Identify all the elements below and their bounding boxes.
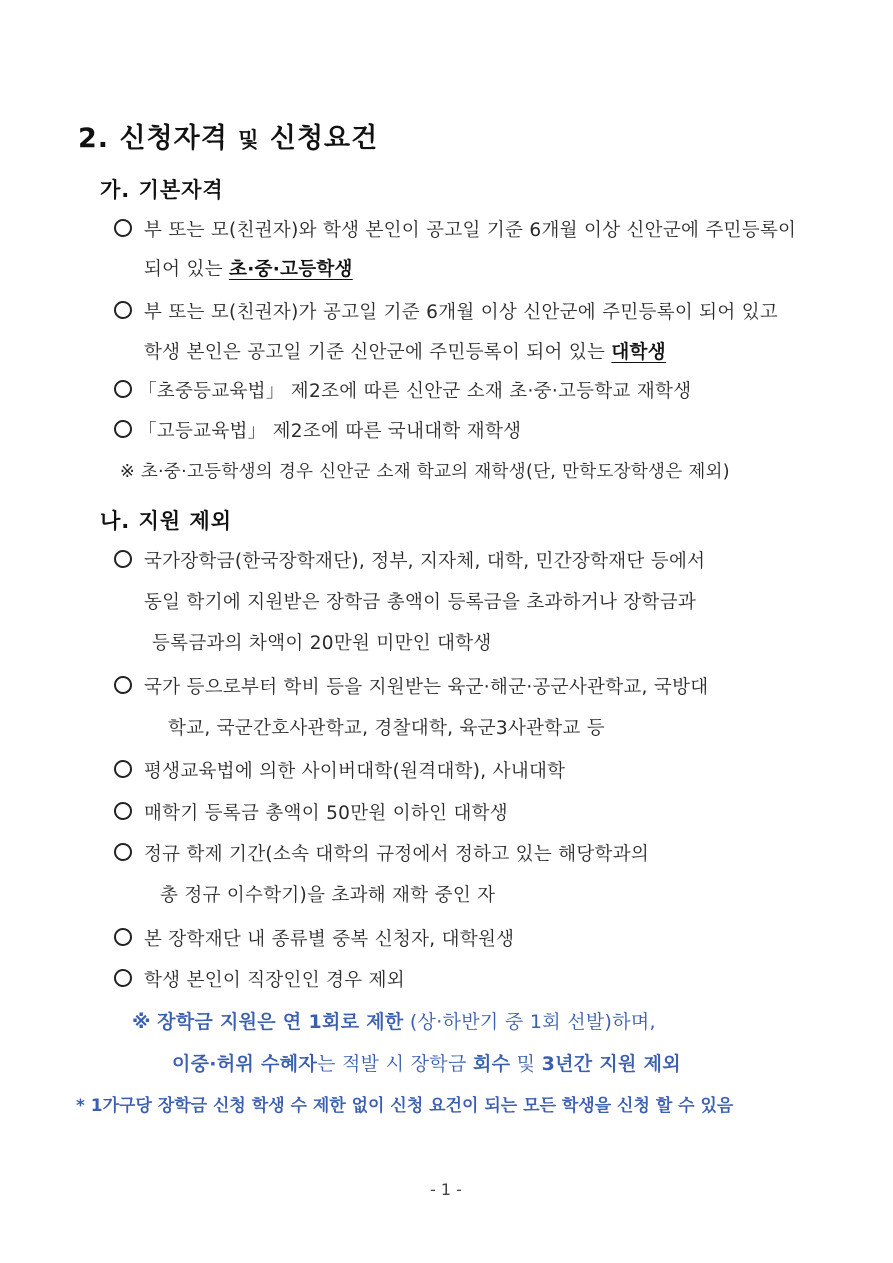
exclusion-item-7: 학생 본인이 직장인인 경우 제외 xyxy=(114,966,405,992)
exclusion-item-1-line-2: 동일 학기에 지원받은 장학금 총액이 등록금을 초과하거나 장학금과 xyxy=(144,592,697,613)
circle-bullet-icon xyxy=(114,802,132,820)
exclusion-item-3: 평생교육법에 의한 사이버대학(원격대학), 사내대학 xyxy=(114,757,565,783)
exclusion-item-5-line-2: 총 정규 이수학기)을 초과해 재학 중인 자 xyxy=(160,885,496,906)
section-title-a: 신청자격 xyxy=(119,123,228,154)
circle-bullet-icon xyxy=(114,760,132,778)
basic-item-3: 「초중등교육법」 제2조에 따른 신안군 소재 초·중·고등학교 재학생 xyxy=(114,377,691,403)
exclusion-heading: 나. 지원 제외 xyxy=(100,509,233,533)
basic-item-2-line-1: 부 또는 모(친권자)가 공고일 기준 6개월 이상 신안군에 주민등록이 되어 있고 xyxy=(114,298,778,324)
basic-heading: 가. 기본자격 xyxy=(100,178,224,202)
section-title xyxy=(78,116,378,155)
section-title-and: 및 xyxy=(238,128,260,152)
notice-recovery: 회수 xyxy=(472,1053,511,1075)
circle-bullet-icon xyxy=(114,969,132,987)
basic-item-2-emphasis: 대학생 xyxy=(611,342,666,363)
circle-bullet-icon xyxy=(114,843,132,861)
circle-bullet-icon xyxy=(114,380,132,398)
notice-limit-detail: (상·하반기 중 1회 선발)하며, xyxy=(403,1011,656,1033)
circle-bullet-icon xyxy=(114,928,132,946)
exclusion-item-2-line-2: 학교, 국군간호사관학교, 경찰대학, 육군3사관학교 등 xyxy=(168,718,605,739)
circle-bullet-icon xyxy=(114,420,132,438)
basic-item-1-emphasis: 초·중·고등학생 xyxy=(229,259,353,280)
circle-bullet-icon xyxy=(114,550,132,568)
basic-note: ※ 초·중·고등학생의 경우 신안군 소재 학교의 재학생(단, 만학도장학생은 제외) xyxy=(120,462,730,482)
circle-bullet-icon xyxy=(114,301,132,319)
circle-bullet-icon xyxy=(114,219,132,237)
notice-line-1 xyxy=(132,1007,656,1034)
exclusion-item-5-line-1: 정규 학제 기간(소속 대학의 규정에서 정하고 있는 해당학과의 xyxy=(114,840,649,866)
exclusion-item-6: 본 장학재단 내 종류별 중복 신청자, 대학원생 xyxy=(114,925,514,951)
notice-line-2: 이중·허위 수혜자는 적발 시 장학금 회수 및 3년간 지원 제외 xyxy=(172,1053,681,1075)
exclusion-item-1-line-1: 국가장학금(한국장학재단), 정부, 지자체, 대학, 민간장학재단 등에서 xyxy=(114,547,705,573)
exclusion-item-4: 매학기 등록금 총액이 50만원 이하인 대학생 xyxy=(114,799,508,825)
basic-item-1-line-2: 되어 있는 초·중·고등학생 xyxy=(144,259,353,280)
exclusion-item-1-line-3: 등록금과의 차액이 20만원 미만인 대학생 xyxy=(152,633,492,654)
footnote: * 1가구당 장학금 신청 학생 수 제한 없이 신청 요건이 되는 모든 학생을 신청 할 수 있음 xyxy=(76,1096,734,1116)
exclusion-item-2-line-1: 국가 등으로부터 학비 등을 지원받는 육군·해군·공군사관학교, 국방대 xyxy=(114,673,708,699)
notice-ban: 3년간 지원 제외 xyxy=(541,1053,681,1075)
section-number: 2. xyxy=(78,123,110,154)
section-title-b: 신청요건 xyxy=(269,123,379,154)
circle-bullet-icon xyxy=(114,676,132,694)
page-number: - 1 - xyxy=(430,1180,462,1199)
notice-limit: 장학금 지원은 연 1회로 제한 xyxy=(157,1011,404,1033)
basic-item-2-line-2: 학생 본인은 공고일 기준 신안군에 주민등록이 되어 있는 대학생 xyxy=(144,342,666,363)
basic-item-4: 「고등교육법」 제2조에 따른 국내대학 재학생 xyxy=(114,417,521,443)
notice-mark: ※ xyxy=(132,1011,151,1033)
basic-item-1-line-1: 부 또는 모(친권자)와 학생 본인이 공고일 기준 6개월 이상 신안군에 주민등록이 xyxy=(114,216,796,242)
notice-fraud: 이중·허위 수혜자 xyxy=(172,1053,318,1075)
